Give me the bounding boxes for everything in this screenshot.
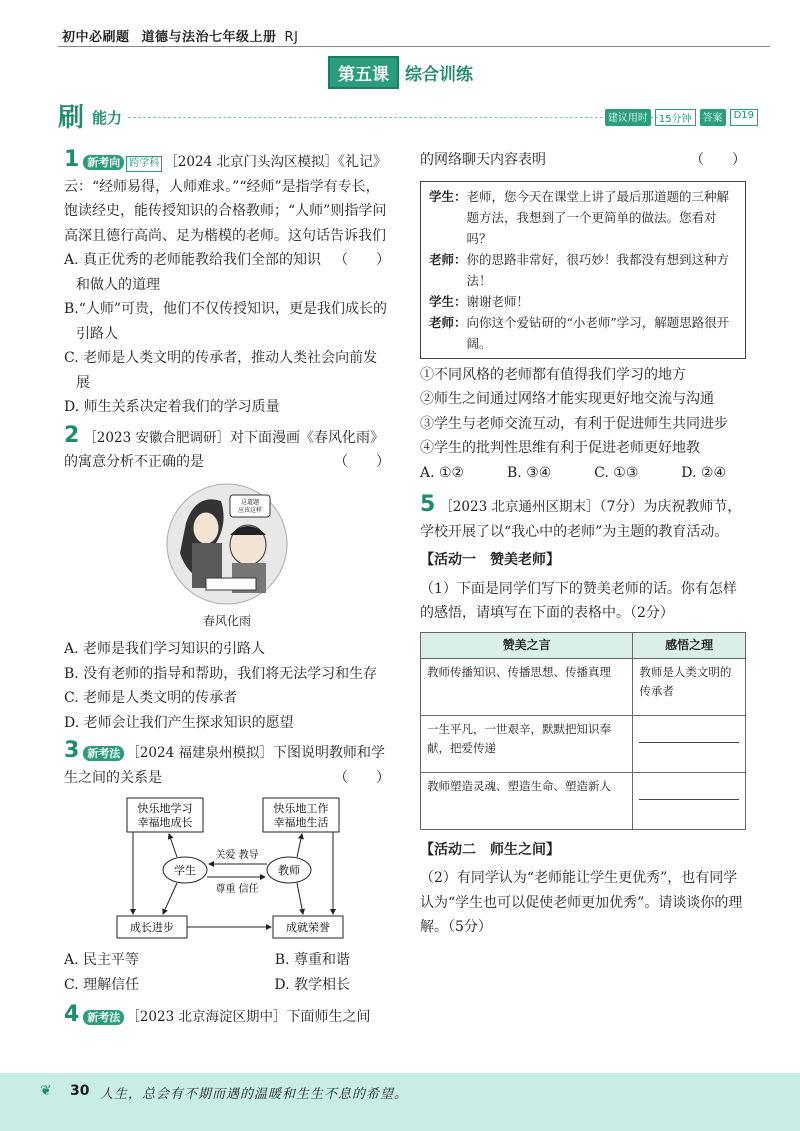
new-method-badge: 新考法 <box>83 1010 124 1025</box>
table-row <box>421 772 746 829</box>
arrow-label-top: 关爱 教导 <box>215 850 259 861</box>
new-trend-badge: 新考向 <box>83 155 124 170</box>
relationship-diagram <box>97 794 357 944</box>
lesson-number: 第五课 <box>328 56 399 89</box>
question-number: 1 <box>64 147 80 172</box>
option-d: D. 教学相长 <box>274 976 350 993</box>
question-number: 5 <box>420 492 436 517</box>
activity-1-title: 【活动一 赞美老师】 <box>420 552 560 568</box>
answer-paren: （ ） <box>690 152 746 168</box>
section-tags <box>605 109 758 126</box>
chat-message: 向你这个爱钻研的“小老师”学习，解题思路很开阔。 <box>466 314 730 351</box>
chat-message: 老师，您今天在课堂上讲了最后那道题的三种解题方法，我想到了一个更简单的做法。您看对吗？ <box>466 188 730 246</box>
table-header: 感悟之理 <box>633 632 746 658</box>
table-row <box>421 715 746 772</box>
question-source: ［2023 北京海淀区期中］ <box>126 1009 287 1025</box>
answer-paren: （ ） <box>334 454 390 470</box>
praise-cell: 教师传播知识、传播思想、传播真理 <box>421 658 633 715</box>
option-c: C. ①③ <box>594 464 639 481</box>
question-1 <box>64 148 390 420</box>
page-number: 30 <box>70 1083 90 1099</box>
answer-label: 答案 <box>700 109 726 126</box>
lesson-title: 综合训练 <box>405 64 473 85</box>
question-4-start <box>64 1003 390 1030</box>
option-a: A. 老师是我们学习知识的引路人 <box>64 641 266 657</box>
section-name: 能力 <box>92 109 123 127</box>
insight-answer-blank[interactable] <box>633 772 746 829</box>
book-title: 初中必刷题 <box>62 30 130 45</box>
chat-box <box>420 181 746 359</box>
option-d: D. ②④ <box>681 464 726 481</box>
chat-line <box>429 291 737 312</box>
time-value: 15分钟 <box>655 109 696 126</box>
insight-answer-blank[interactable] <box>633 715 746 772</box>
answer-paren: （ ） <box>334 769 390 786</box>
praise-table <box>420 632 746 830</box>
box-top-left-line1: 快乐地学习 <box>137 802 193 815</box>
praise-cell: 一生平凡，一世艰辛，默默把知识奉献，把爱传递 <box>421 715 633 772</box>
activity-2-title: 【活动二 师生之间】 <box>420 841 560 858</box>
time-label: 建议用时 <box>605 109 651 126</box>
question-number: 4 <box>64 1002 80 1027</box>
page-footer <box>0 1073 800 1131</box>
question-source: ［2023 北京通州区期末］ <box>439 499 600 515</box>
subject-title: 道德与法治七年级上册 <box>141 30 277 45</box>
question-text: 下面师生之间 <box>286 1009 371 1025</box>
chat-speaker: 老师： <box>429 251 467 267</box>
question-text: 《礼记》云：“经师易得，人师难求。”“经师”是指学有专长，饱读经史，能传授知识的合格教师；“人师”则指学问高深且德行高尚、足为楷模的老师。这句话告诉我们 <box>64 154 387 244</box>
statement-3: ③学生与老师交流互动，有利于促进师生共同进步 <box>420 415 728 432</box>
chat-speaker: 老师： <box>429 314 467 330</box>
option-c: C. 老师是人类文明的传承者，推动人类社会向前发展 <box>64 350 378 391</box>
edition-label: RJ <box>284 30 299 45</box>
question-source: ［2024 北京门头沟区模拟］ <box>164 154 338 170</box>
question-5 <box>420 493 746 940</box>
chat-line <box>429 186 737 249</box>
question-3 <box>64 739 390 997</box>
statement-2: ②师生之间通过网络才能实现更好地交流与沟通 <box>420 391 714 407</box>
header-divider <box>58 46 770 47</box>
chat-line <box>429 312 737 354</box>
question-number: 3 <box>64 738 80 763</box>
box-top-right-line1: 快乐地工作 <box>273 802 329 815</box>
question-text-continued: 的网络聊天内容表明 <box>420 152 546 168</box>
box-top-left-line2: 幸福地成长 <box>137 816 193 829</box>
option-a: A. 真正优秀的老师能教给我们全部的知识和做人的道理 <box>64 252 322 293</box>
question-text: （7分）为庆祝教师节，学校开展了以“我心中的老师”为主题的教育活动。 <box>420 499 742 540</box>
teacher-node: 教师 <box>278 864 300 877</box>
chat-speaker: 学生： <box>429 188 467 204</box>
option-b: B.“人师”可贵，他们不仅传授知识，更是我们成长的引路人 <box>64 301 388 342</box>
option-d: D. 老师会让我们产生探求知识的愿望 <box>64 714 294 731</box>
cartoon-image <box>166 483 288 605</box>
question-2 <box>64 424 390 736</box>
statement-1: ①不同风格的老师都有值得我们学习的地方 <box>420 366 686 383</box>
question-text: 下图说明教师和学生之间的关系是 <box>64 745 385 786</box>
running-header <box>62 26 298 45</box>
answer-value: D19 <box>730 109 758 126</box>
answer-line <box>639 799 739 800</box>
question-source: ［2023 安徽合肥调研］ <box>83 429 230 446</box>
new-method-badge: 新考法 <box>83 746 124 761</box>
leaf-icon: ❦ <box>40 1083 52 1099</box>
answer-paren: （ ） <box>334 252 390 268</box>
cross-subject-badge: 跨学科 <box>126 156 162 172</box>
sub-question-1: （1）下面是同学们写下的赞美老师的话。你有怎样的感悟，请填写在下面的表格中。（2分） <box>420 580 737 621</box>
chat-message: 谢谢老师！ <box>466 293 530 309</box>
option-a: A. 民主平等 <box>64 952 140 968</box>
box-bottom-right: 成就荣誉 <box>286 921 330 934</box>
option-b: B. 尊重和谐 <box>274 952 350 968</box>
option-b: B. ③④ <box>507 464 552 481</box>
option-d: D. 师生关系决定着我们的学习质量 <box>64 399 280 415</box>
table-header: 赞美之言 <box>421 632 633 658</box>
chat-message: 你的思路非常好，很巧妙！我都没有想到这种方法！ <box>466 251 730 288</box>
box-bottom-left: 成长进步 <box>130 921 174 934</box>
question-source: ［2024 福建泉州模拟］ <box>126 745 273 761</box>
table-row <box>421 658 746 715</box>
statement-4: ④学生的批判性思维有利于促进老师更好地教 <box>420 440 700 456</box>
left-column <box>64 148 390 1030</box>
box-top-right-line2: 幸福地生活 <box>273 816 329 829</box>
question-text: 对下面漫画《春风化雨》的寓意分析不正确的是 <box>64 429 384 470</box>
student-node: 学生 <box>174 864 196 877</box>
answer-line <box>639 742 739 743</box>
speech-bubble-text: 这道题应该这样 <box>237 498 263 514</box>
lesson-banner <box>328 58 473 86</box>
question-number: 2 <box>64 422 80 448</box>
arrow-label-bottom: 尊重 信任 <box>215 884 259 895</box>
option-c: C. 理解信任 <box>64 976 140 993</box>
option-c: C. 老师是人类文明的传承者 <box>64 690 238 706</box>
right-column <box>420 148 746 940</box>
sub-question-2: （2）有同学认为“老师能让学生更优秀”，也有同学认为“学生也可以促使老师更加优秀”。请谈谈你的理解。（5分） <box>420 870 743 935</box>
section-header <box>58 103 758 133</box>
praise-cell: 教师塑造灵魂、塑造生命、塑造新人 <box>421 772 633 829</box>
option-b: B. 没有老师的指导和帮助，我们将无法学习和生存 <box>64 665 378 682</box>
footer-motto: 人生，总会有不期而遇的温暖和生生不息的希望。 <box>100 1087 409 1102</box>
chat-speaker: 学生： <box>429 293 467 309</box>
cartoon-caption: 春风化雨 <box>202 613 251 628</box>
brush-icon: 刷 <box>58 103 85 133</box>
insight-cell: 教师是人类文明的传承者 <box>633 658 746 715</box>
section-divider <box>128 117 658 118</box>
chat-line <box>429 249 737 291</box>
option-a: A. ①② <box>420 464 465 481</box>
